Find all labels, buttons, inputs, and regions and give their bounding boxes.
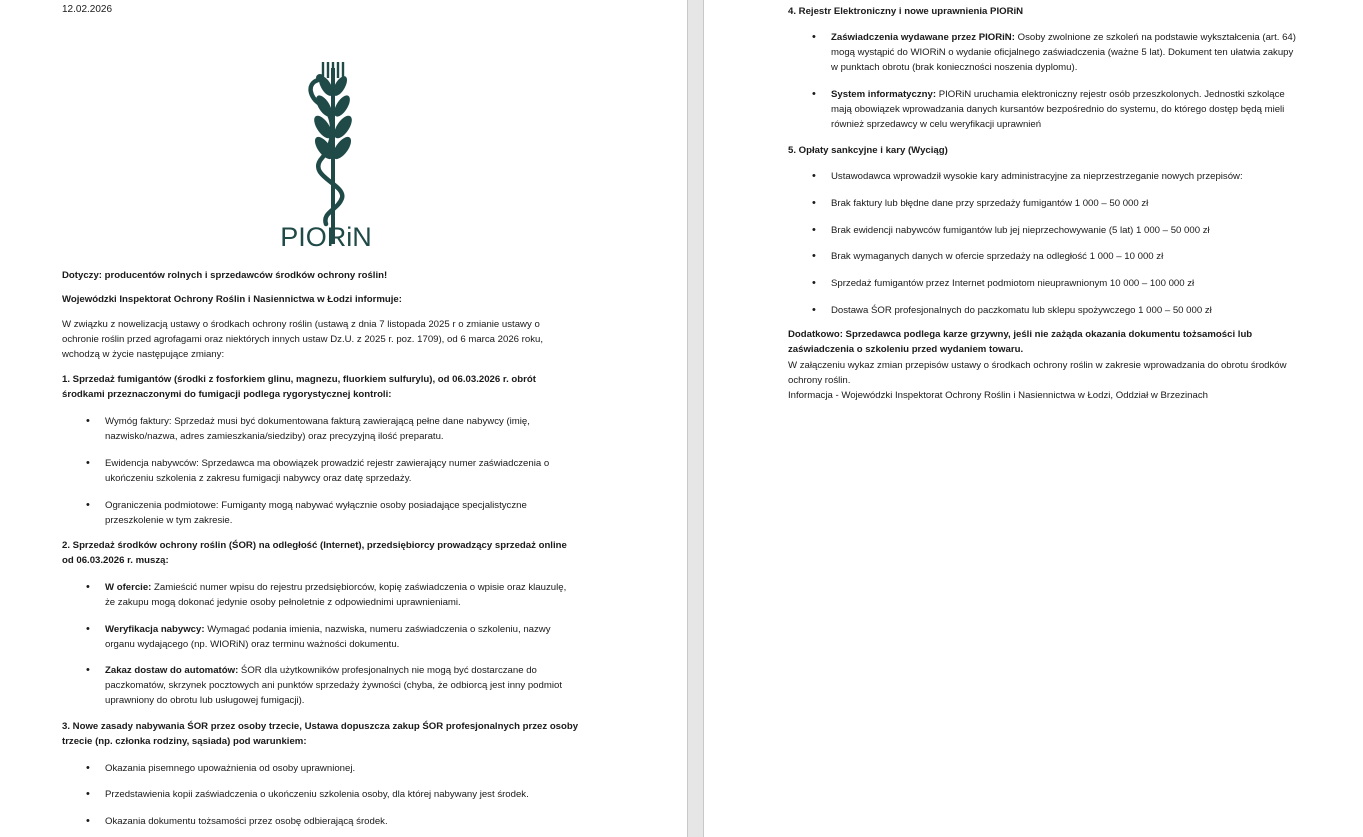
section-3-heading-line-2: trzecie (np. członka rodziny, sąsiada) pod warunkiem:: [62, 736, 307, 747]
list-item: • Dostawa ŚOR profesjonalnych do paczkomatu lub sklepu spożywczego 1 000 – 50 000 zł: [831, 303, 1212, 318]
list-item: • Ewidencja nabywców: Sprzedawca ma obowiązek prowadzić rejestr zawierający numer zaświadczenia o ukończeniu szkolenia z zakresu fumigacji nabywcy oraz datę sprzedaży.: [105, 456, 549, 486]
section-2-heading-line-2: od 06.03.2026 r. muszą:: [62, 555, 169, 566]
logo-text: PIORiN: [280, 222, 372, 250]
section-5-heading: 5. Opłaty sankcyjne i kary (Wyciąg): [788, 145, 948, 156]
informs-line: Wojewódzki Inspektorat Ochrony Roślin i Nasiennictwa w Łodzi informuje:: [62, 294, 402, 305]
attachment-line-1: W załączeniu wykaz zmian przepisów ustawy o środkach ochrony roślin w zakresie wprowadzania do obrotu środków: [788, 360, 1287, 371]
list-item: • Okazania dokumentu tożsamości przez osobę odbierającą środek.: [105, 814, 388, 829]
list-item: • Zaświadczenia wydawane przez PIORiN: Osoby zwolnione ze szkoleń na podstawie wykształcenia (art. 64) mogą wystąpić do WIORiN o wydanie oficjalnego zaświadczenia (ważne 5 lat). Dokument ten ułatwia zakupy w punktach obrotu (brak konieczności noszenia dyplomu).: [831, 30, 1296, 75]
list-item: • Ograniczenia podmiotowe: Fumiganty mogą nabywać wyłącznie osoby posiadające specjalistyczne przeszkolenie w tym zakresie.: [105, 498, 527, 528]
section-2-heading-line-1: 2. Sprzedaż środków ochrony roślin (ŚOR) na odległość (Internet), przedsiębiorcy prowadzący sprzedaż online: [62, 540, 567, 551]
list-item: • Brak wymaganych danych w ofercie sprzedaży na odległość 1 000 – 10 000 zł: [831, 249, 1163, 264]
piorin-logo: [276, 58, 376, 250]
list-item: • Brak faktury lub błędne dane przy sprzedaży fumigantów 1 000 – 50 000 zł: [831, 196, 1148, 211]
section-4-heading: 4. Rejestr Elektroniczny i nowe uprawnienia PIORiN: [788, 6, 1024, 17]
list-item: • System informatyczny: PIORiN uruchamia elektroniczny rejestr osób przeszkolonych. Jednostki szkolące mają obowiązek wprowadzania danych kursantów bezpośrednio do systemu, do którego dostęp będą mieli również sprzedawcy w celu weryfikacji uprawnień: [831, 87, 1285, 132]
list-item: • W ofercie: Zamieścić numer wpisu do rejestru przedsiębiorców, kopię zaświadczenia o wpisie oraz klauzulę, że zakupu mogą dokonać jedynie osoby pełnoletnie z odpowiednimi uprawnieniami.: [105, 580, 566, 610]
section-1-heading-line-2: środkami przeznaczonymi do fumigacji podlega rygorystycznej kontroli:: [62, 389, 392, 400]
addressee: Dotyczy: producentów rolnych i sprzedawców środków ochrony roślin!: [62, 270, 388, 281]
list-item: • Zakaz dostaw do automatów: ŚOR dla użytkowników profesjonalnych nie mogą być dostarczane do paczkomatów, skrzynek pocztowych ani punktów sprzedaży żywności (chyba, że odbiorcą jest inny podmiot uprawniony do obrotu lub usługowej fumigacji).: [105, 663, 562, 708]
intro-line-2: ochronie roślin przed agrofagami oraz niektórych innych ustaw Dz.U. z 2025 r. poz. 1709), od 6 marca 2026 roku,: [62, 334, 544, 345]
page-separator: [687, 0, 704, 837]
section-3-heading-line-1: 3. Nowe zasady nabywania ŚOR przez osoby trzecie, Ustawa dopuszcza zakup ŚOR profesjonalnych przez osoby: [62, 721, 579, 732]
list-item: • Okazania pisemnego upoważnienia od osoby uprawnionej.: [105, 761, 355, 776]
attachment-line-2: ochrony roślin.: [788, 375, 851, 386]
list-item: • Brak ewidencji nabywców fumigantów lub jej nieprzechowywanie (5 lat) 1 000 – 50 000 zł: [831, 223, 1210, 238]
intro-line-3: wchodzą w życie następujące zmiany:: [62, 349, 225, 360]
list-item: • Wymóg faktury: Sprzedaż musi być dokumentowana fakturą zawierającą pełne dane nabywcy (imię, nazwisko/nazwa, adres zamieszkania/siedziby) oraz precyzyjną ilość preparatu.: [105, 414, 530, 444]
additional-note-line-1: Dodatkowo: Sprzedawca podlega karze grzywny, jeśli nie zażąda okazania dokumentu tożsamości lub: [788, 329, 1253, 340]
list-item: • Sprzedaż fumigantów przez Internet podmiotom nieuprawnionym 10 000 – 100 000 zł: [831, 276, 1194, 291]
document-page-right: [704, 0, 1363, 837]
list-item: • Ustawodawca wprowadził wysokie kary administracyjne za nieprzestrzeganie nowych przepisów:: [831, 169, 1243, 184]
section-1-heading-line-1: 1. Sprzedaż fumigantów (środki z fosforkiem glinu, magnezu, fluorkiem sulfurylu), od 06.03.2026 r. obrót: [62, 374, 536, 385]
intro-line-1: W związku z nowelizacją ustawy o środkach ochrony roślin (ustawą z dnia 7 listopada 2025 r o zmianie ustawy o: [62, 319, 540, 330]
footer-info: Informacja - Wojewódzki Inspektorat Ochrony Roślin i Nasiennictwa w Łodzi, Oddział w Brzezinach: [788, 390, 1208, 401]
additional-note-line-2: zaświadczenia o szkoleniu przed wydaniem towaru.: [788, 344, 1024, 355]
list-item: • Przedstawienia kopii zaświadczenia o ukończeniu szkolenia osoby, dla której nabywany jest środek.: [105, 787, 529, 802]
document-date: 12.02.2026: [62, 4, 113, 15]
list-item: • Weryfikacja nabywcy: Wymagać podania imienia, nazwiska, numeru zaświadczenia o szkoleniu, nazwy organu wydającego (np. WIORiN) oraz terminu ważności dokumentu.: [105, 622, 551, 652]
